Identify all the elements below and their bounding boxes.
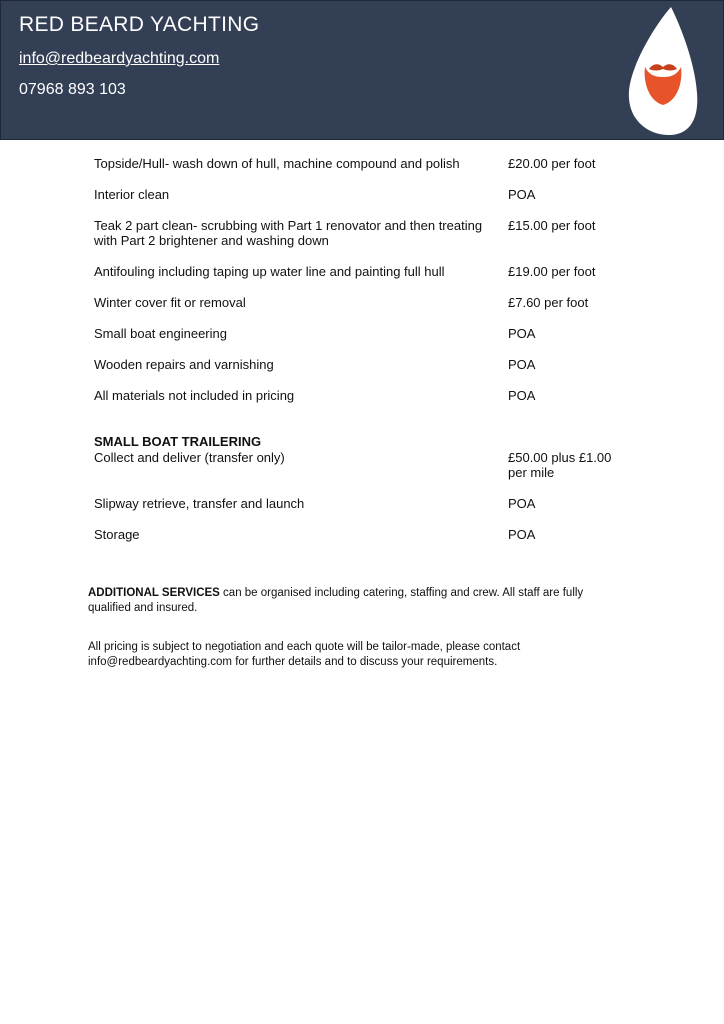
service-price: POA <box>508 388 536 403</box>
service-description: All materials not included in pricing <box>94 388 295 403</box>
additional-services-lead: ADDITIONAL SERVICES <box>88 587 220 599</box>
service-price: £19.00 per foot <box>508 264 596 279</box>
service-description: Wooden repairs and varnishing <box>94 357 274 372</box>
service-description: Small boat engineering <box>94 326 227 341</box>
additional-services-paragraph <box>88 586 628 616</box>
service-description: Teak 2 part clean- scrubbing with Part 1 renovator and then treating with Part 2 brightener and washing down <box>94 218 483 248</box>
additional-services-text: can be organised including catering, staffing and crew. All staff are fully qualified and insured. <box>88 587 584 614</box>
service-description: Collect and deliver (transfer only) <box>94 450 285 465</box>
service-description: Slipway retrieve, transfer and launch <box>94 496 305 511</box>
service-description: Storage <box>94 527 140 542</box>
service-price: £50.00 plus £1.00 per mile <box>508 450 612 480</box>
section-heading-trailering: SMALL BOAT TRAILERING <box>94 434 262 449</box>
service-description: Topside/Hull- wash down of hull, machine compound and polish <box>94 156 460 171</box>
service-description: Interior clean <box>94 187 170 202</box>
email-link[interactable]: info@redbeardyachting.com <box>19 50 220 67</box>
company-name: RED BEARD YACHTING <box>19 13 260 36</box>
service-description: Antifouling including taping up water line and painting full hull <box>94 264 445 279</box>
service-price: POA <box>508 496 536 511</box>
service-description: Winter cover fit or removal <box>94 295 246 310</box>
beard-logo-icon <box>625 5 701 137</box>
service-price: POA <box>508 187 536 202</box>
service-price: POA <box>508 527 536 542</box>
service-price: £15.00 per foot <box>508 218 596 233</box>
service-price: POA <box>508 326 536 341</box>
pricing-note: All pricing is subject to negotiation and each quote will be tailor-made, please contact info@redbeardyachting.com for further details and to discuss your requirements. <box>88 641 521 668</box>
phone-number: 07968 893 103 <box>19 81 126 98</box>
service-price: £20.00 per foot <box>508 156 596 171</box>
service-price: POA <box>508 357 536 372</box>
header-banner <box>0 0 724 140</box>
service-price: £7.60 per foot <box>508 295 589 310</box>
